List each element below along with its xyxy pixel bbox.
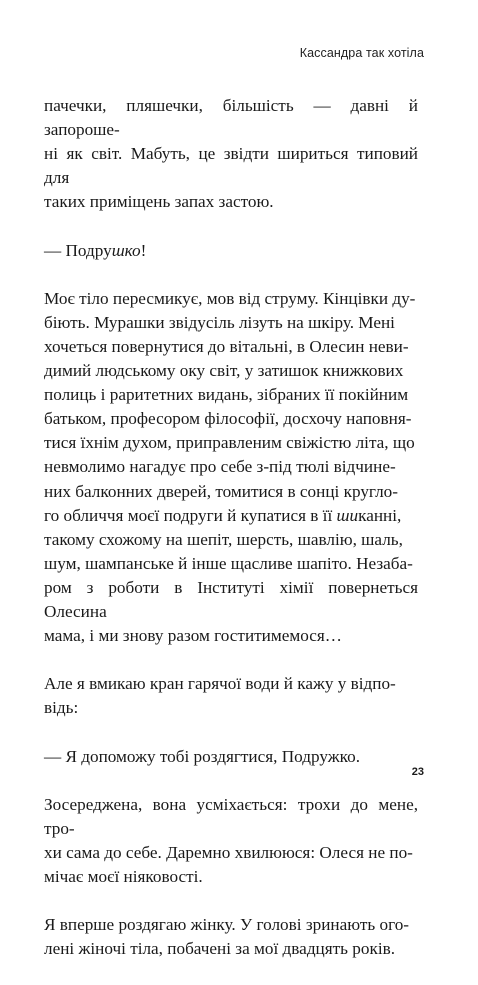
page-number: 23 xyxy=(411,766,424,778)
paragraph: пачечки, пляшечки, більшість — давні й запороше- ні як світ. Мабуть, це звідти шириться типовий для таких приміщень запах застою. xyxy=(44,96,418,212)
paragraph: Зосереджена, вона усміхається: трохи до мене, тро- хи сама до себе. Даремно хвилююся: Олеся не по- мічає моєї ніяковості. xyxy=(44,794,418,886)
paragraph: — Подрушко! xyxy=(44,240,147,260)
paragraph: Я вперше роздягаю жінку. У голові зринають ого- лені жіночі тіла, побачені за мої двадцять років. xyxy=(44,915,410,959)
paragraph: — Я допоможу тобі роздягтися, Подружко. xyxy=(44,746,360,766)
running-header: Кассандра так хотіла xyxy=(299,46,424,60)
body-text xyxy=(44,94,418,985)
paragraph: Моє тіло пересмикує, мов від струму. Кінцівки ду- біють. Мурашки звідусіль лізуть на шкіру. Мені хочеться повернутися до вітальні, в Олесин неви- димий людському оку світ, у затишок книжкових полиць і раритетних видань, зібраних її покійним батьком, професором філософії, досхочу наповня- тися їхнім духом, приправленим свіжістю літа, що невмолимо нагадує про себе з-під тюлі відчине- них балконних дверей, томитися в сонці кругло- го обличчя моєї подруги й купатися в її шиканні, такому схожому на шепіт, шерсть, шавлію, шаль, шум, шампанське й інше щасливе шапіто. Незаба- ром з роботи в Інституті хімії повернеться Олесина мама, і ми знову разом гоститимемося… xyxy=(44,288,418,646)
paragraph: Але я вмикаю кран гарячої води й кажу у відпо- відь: xyxy=(44,674,396,718)
